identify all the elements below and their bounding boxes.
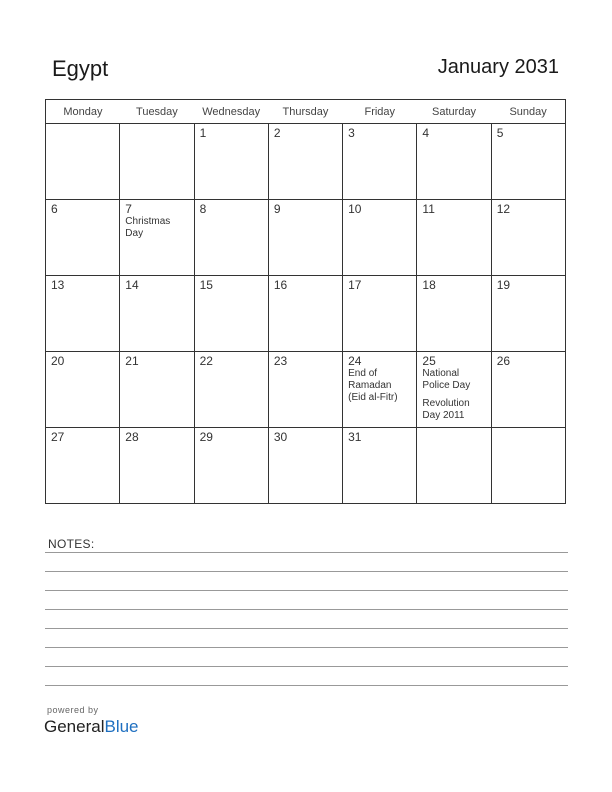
day-cell <box>491 276 565 352</box>
weekday-header: Monday <box>46 100 120 124</box>
day-cell <box>417 428 491 504</box>
day-cell <box>268 352 342 428</box>
notes-line <box>45 628 568 629</box>
day-number: 17 <box>348 278 362 292</box>
week-row <box>46 428 566 504</box>
day-cell <box>343 428 417 504</box>
country-title: Egypt <box>52 56 109 81</box>
day-cell <box>120 124 194 200</box>
day-cell <box>343 352 417 428</box>
day-number: 21 <box>125 354 139 368</box>
month-title: January 2031 <box>437 56 559 78</box>
day-cell <box>491 428 565 504</box>
day-number: 11 <box>422 202 435 216</box>
week-row <box>46 276 566 352</box>
day-number: 20 <box>51 354 65 368</box>
week-row <box>46 200 566 276</box>
day-number: 19 <box>496 278 511 292</box>
weekday-header: Tuesday <box>120 100 194 124</box>
holiday-label: End of Ramadan (Eid al-Fitr) <box>348 368 398 403</box>
day-cell <box>46 352 120 428</box>
weekday-header: Saturday <box>417 100 491 124</box>
day-number: 28 <box>125 430 139 444</box>
weekday-header-row <box>46 100 566 124</box>
day-number: 13 <box>51 278 65 292</box>
notes-line <box>45 609 568 610</box>
brand-blue: Blue <box>104 717 139 736</box>
day-cell <box>417 352 491 428</box>
day-cell <box>46 276 120 352</box>
day-cell <box>491 352 565 428</box>
day-cell <box>491 124 565 200</box>
day-number: 12 <box>496 202 511 216</box>
day-cell <box>46 428 120 504</box>
generalblue-logo[interactable] <box>44 717 139 737</box>
day-number: 15 <box>199 278 213 292</box>
day-cell <box>417 276 491 352</box>
brand-general: General <box>44 717 105 736</box>
day-cell <box>343 124 417 200</box>
day-cell <box>491 200 565 276</box>
notes-line <box>45 571 568 572</box>
day-number: 27 <box>51 430 65 444</box>
day-cell <box>417 124 491 200</box>
day-cell <box>120 276 194 352</box>
day-cell <box>46 124 120 200</box>
day-cell <box>417 200 491 276</box>
day-number: 16 <box>273 278 288 292</box>
weekday-header: Sunday <box>491 100 565 124</box>
notes-line <box>45 552 568 553</box>
day-number: 25 <box>422 354 436 368</box>
week-row <box>46 124 566 200</box>
calendar-grid <box>45 99 566 504</box>
holiday-label: National Police Day <box>422 368 471 391</box>
day-number: 29 <box>199 430 213 444</box>
day-number: 18 <box>422 278 436 292</box>
weekday-header: Thursday <box>268 100 342 124</box>
day-number: 1 <box>199 126 207 140</box>
day-cell <box>194 200 268 276</box>
weekday-header: Wednesday <box>194 100 268 124</box>
week-row <box>46 352 566 428</box>
day-number: 7 <box>125 202 132 216</box>
day-number: 4 <box>422 126 430 140</box>
day-number: 30 <box>273 430 288 444</box>
day-number: 22 <box>199 354 213 368</box>
notes-line <box>45 590 568 591</box>
day-number: 14 <box>125 278 139 292</box>
day-number: 26 <box>496 354 511 368</box>
day-number: 31 <box>348 430 362 444</box>
day-cell <box>268 124 342 200</box>
day-cell <box>194 276 268 352</box>
day-cell <box>194 124 268 200</box>
day-cell <box>194 428 268 504</box>
day-cell <box>120 428 194 504</box>
day-number: 6 <box>51 202 58 216</box>
notes-line <box>45 647 568 648</box>
day-cell <box>268 200 342 276</box>
day-cell <box>46 200 120 276</box>
day-number: 24 <box>348 354 362 368</box>
day-cell <box>343 276 417 352</box>
day-cell <box>120 200 194 276</box>
day-number: 9 <box>273 202 281 216</box>
powered-by-text: powered by <box>47 705 99 715</box>
day-number: 2 <box>273 126 281 140</box>
day-number: 10 <box>348 202 362 216</box>
notes-line <box>45 685 568 686</box>
notes-line <box>45 666 568 667</box>
day-number: 8 <box>199 202 207 216</box>
day-cell <box>120 352 194 428</box>
day-number: 23 <box>273 354 288 368</box>
day-number: 3 <box>348 126 355 140</box>
notes-label: NOTES: <box>48 537 95 551</box>
holiday-label: Christmas Day <box>125 216 171 239</box>
day-cell <box>343 200 417 276</box>
day-cell <box>268 428 342 504</box>
day-cell <box>268 276 342 352</box>
day-cell <box>194 352 268 428</box>
weekday-header: Friday <box>343 100 417 124</box>
day-number: 5 <box>496 126 504 140</box>
holiday-label: Revolution Day 2011 <box>422 398 470 421</box>
